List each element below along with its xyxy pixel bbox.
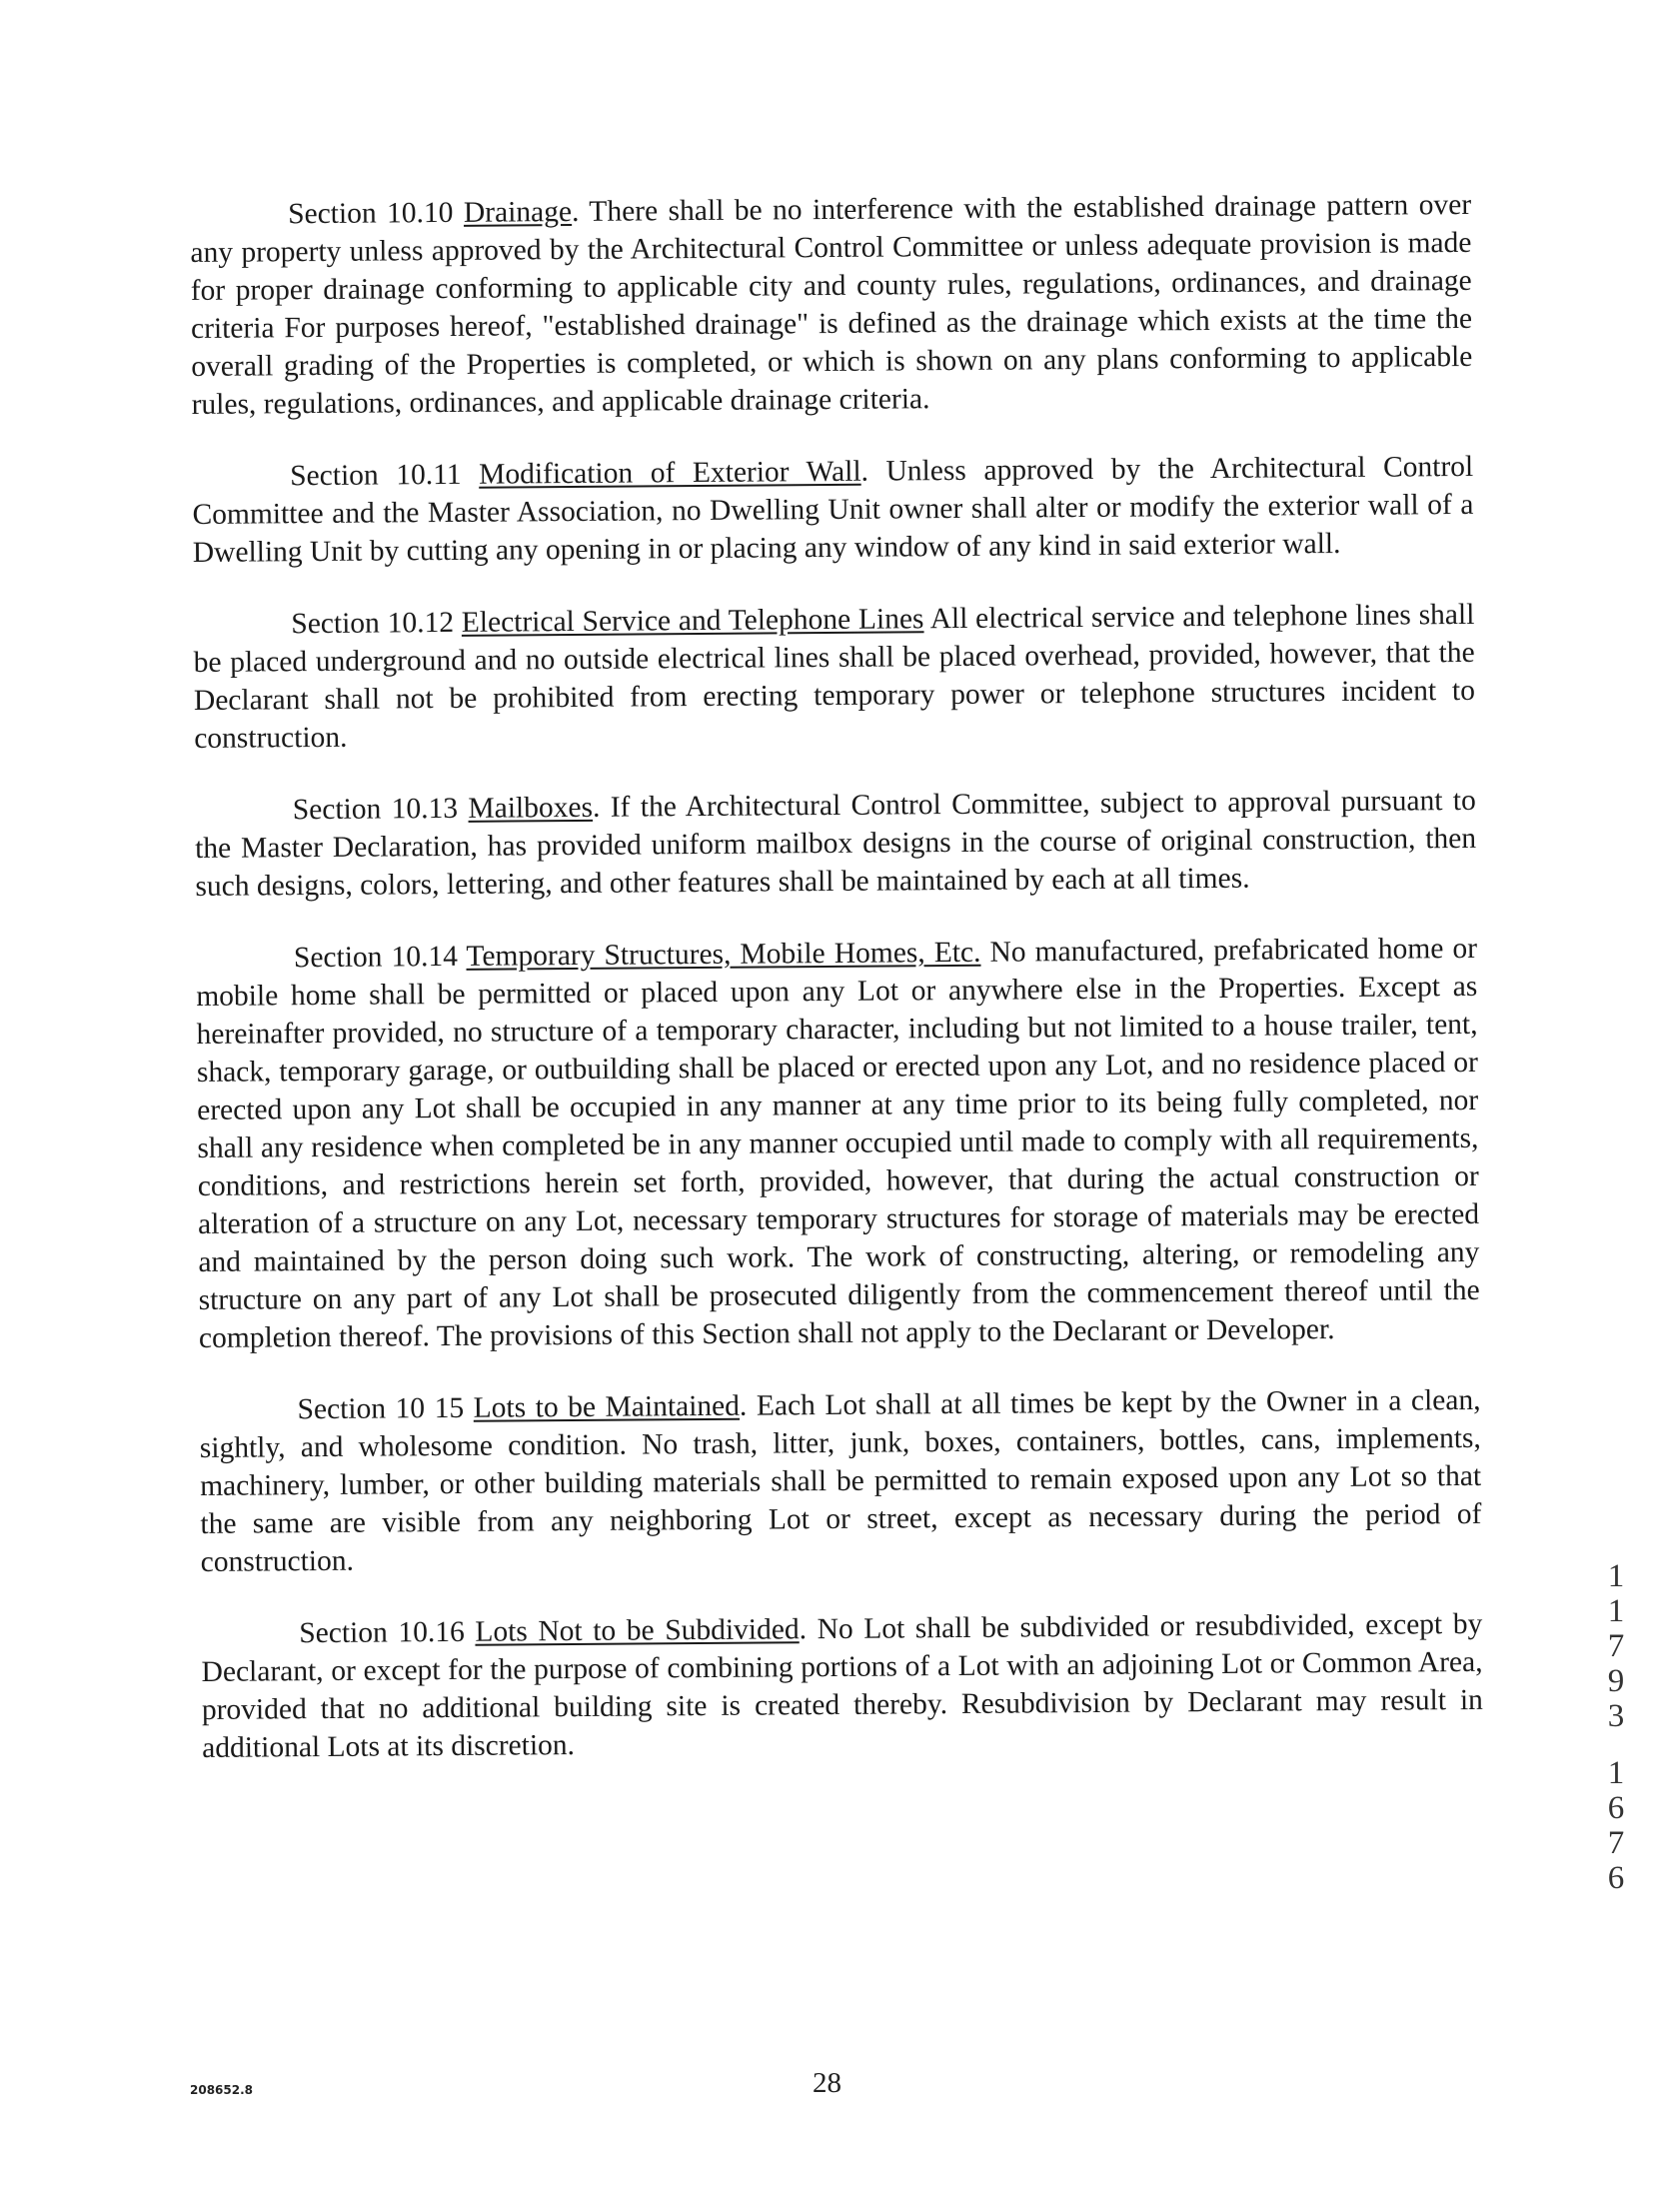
stamp-digit: 6 — [1607, 1860, 1625, 1896]
section-heading-punctuation: . — [860, 455, 869, 488]
section-heading: Drainage — [463, 196, 573, 229]
page-number: 28 — [813, 2067, 841, 2099]
section-heading: Lots Not to be Subdivided — [475, 1613, 800, 1648]
section-body: If the Architectural Control Committee, subject to approval pursuant to the Master Declaration, has provided uniform mailbox designs in the course of original construction, then such designs, colors, lettering, and other features shall be maintained by each at all times. — [195, 784, 1477, 903]
section-paragraph — [199, 1381, 1481, 1581]
section-number: Section 10 15 — [297, 1391, 465, 1426]
stamp-group-1 — [1601, 1559, 1631, 1734]
section-paragraph — [196, 930, 1480, 1357]
stamp-group-2 — [1601, 1756, 1631, 1896]
section-heading-punctuation: . — [739, 1389, 748, 1422]
stamp-digit: 6 — [1607, 1790, 1625, 1826]
document-body — [190, 186, 1484, 1801]
section-heading: Modification of Exterior Wall — [479, 455, 861, 491]
section-body: No manufactured, prefabricated home or mobile home shall be permitted or placed upon any Lot or anywhere else in the Properties. Except as hereinafter provided, no structure of a temporary character, including but not limited to a house trailer, tent, shack, temporary garage, or outbuilding shall be placed or erected upon any Lot, and no residence placed or erected upon any Lot shall be occupied in any manner at any time prior to its being fully completed, nor shall any residence when completed be in any manner occupied until made to comply with all requirements, conditions, and restrictions herein set forth, provided, however, that during the actual construction or alteration of a structure on any Lot, necessary temporary structures for storage of materials may be erected and maintained by the person doing such work. The work of constructing, altering, or remodeling any structure on any part of any Lot shall be prosecuted diligently from the commencement thereof until the completion thereof. The provisions of this Section shall not apply to the Declarant or Developer. — [196, 932, 1480, 1354]
stamp-digit: 1 — [1607, 1593, 1625, 1629]
stamp-digit: 3 — [1607, 1698, 1625, 1734]
margin-stamp — [1601, 1559, 1631, 1896]
section-body: Each Lot shall at all times be kept by the Owner in a clean, sightly, and wholesome condition. No trash, litter, junk, boxes, containers, bottles, cans, implements, machinery, lumber, or other building materials shall be permitted to remain exposed upon any Lot so that the same are visible from any neighboring Lot or street, except as necessary during the period of construction. — [199, 1383, 1482, 1578]
section-number: Section 10.10 — [288, 196, 454, 231]
stamp-digit: 7 — [1607, 1825, 1625, 1861]
section-heading: Lots to be Maintained — [473, 1389, 741, 1424]
section-body: Unless approved by the Architectural Control Committee and the Master Association, no Dwelling Unit owner shall alter or modify the exterior wall of a Dwelling Unit by cutting any opening in or placing any window of any kind in said exterior wall. — [192, 450, 1474, 569]
section-body: No Lot shall be subdivided or resubdivided, except by Declarant, or except for the purpose of combining portions of a Lot with an adjoining Lot or Common Area, provided that no additional building site is created thereby. Resubdivision by Declarant may result in additional Lots at its discretion. — [201, 1607, 1483, 1764]
section-paragraph — [193, 596, 1475, 758]
stamp-digit: 1 — [1607, 1558, 1625, 1594]
section-number: Section 10.13 — [292, 792, 459, 827]
section-heading-punctuation: . — [571, 195, 580, 228]
document-number: 208652.8 — [190, 2083, 254, 2097]
section-paragraph — [190, 186, 1473, 424]
section-number: Section 10.14 — [293, 940, 459, 975]
section-heading: Mailboxes — [468, 791, 594, 825]
section-paragraph — [192, 448, 1474, 572]
stamp-digit: 9 — [1607, 1663, 1625, 1699]
section-heading: Temporary Structures, Mobile Homes, Etc. — [466, 936, 981, 973]
section-heading-punctuation: . — [592, 791, 601, 824]
section-body: All electrical service and telephone lines shall be placed underground and no outside electrical lines shall be placed overhead, provided, however, that the Declarant shall not be prohibited from erecting temporary power or telephone structures incident to construction. — [193, 598, 1476, 755]
section-heading-punctuation: . — [799, 1613, 808, 1646]
section-paragraph — [195, 782, 1477, 906]
section-number: Section 10.11 — [290, 458, 462, 493]
stamp-digit: 1 — [1607, 1755, 1625, 1791]
section-paragraph — [201, 1605, 1483, 1767]
stamp-digit: 7 — [1607, 1628, 1625, 1664]
section-number: Section 10.12 — [291, 606, 455, 641]
section-heading: Electrical Service and Telephone Lines — [461, 603, 924, 639]
section-number: Section 10.16 — [299, 1615, 465, 1650]
section-body: There shall be no interference with the established drainage pattern over any property unless approved by the Architectural Control Committee or unless adequate provision is made for proper drainage conforming to applicable city and county rules, regulations, ordinances, and drainage criteria For purposes hereof, "established drainage" is defined as the drainage which exists at the time the overall grading of the Properties is completed, or which is shown on any plans conforming to applicable rules, regulations, ordinances, and applicable drainage criteria. — [190, 188, 1473, 421]
